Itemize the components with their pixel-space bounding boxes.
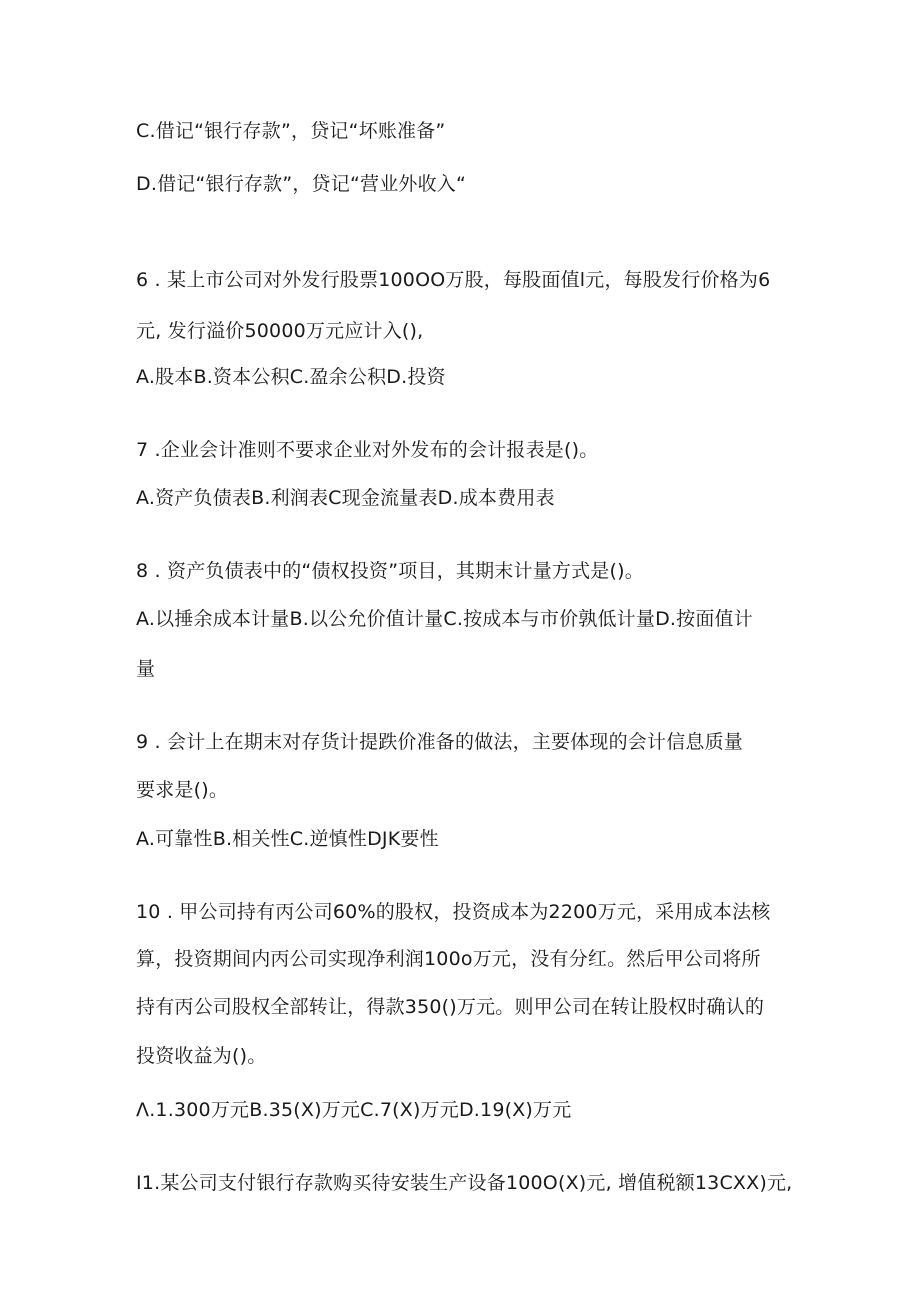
question-9-line-2: 要求是()。 (136, 779, 229, 801)
question-8-line: 8 . 资产负债表中的“债权投资”项目，其期末计量方式是()。 (136, 560, 644, 582)
option-d-line: D.借记“银行存款”，贷记“营业外收入“ (136, 173, 467, 195)
question-8-options-line-1: A.以捶余成本计量B.以公允价值计量C.按成本与市价孰低计量D.按面值计 (136, 608, 753, 630)
question-10-options: Λ.1.300万元B.35(X)万元C.7(X)万元D.19(X)万元 (136, 1099, 572, 1121)
question-9-options: A.可靠性B.相关性C.逆慎性DJK要性 (136, 828, 439, 850)
question-10-line-1: 10 . 甲公司持有丙公司60%的股权，投资成本为2200万元，采用成本法核 (136, 901, 771, 923)
question-10-line-4: 投资收益为()。 (136, 1045, 267, 1067)
question-8-options-line-2: 量 (136, 658, 156, 680)
question-11-line-1: I1.某公司支付银行存款购买待安装生产设备100O(X)元, 增值税额13CXX)元, (136, 1172, 793, 1194)
question-7-line: 7 .企业会计准则不要求企业对外发布的会计报表是()。 (136, 439, 599, 461)
question-6-line-1: 6 . 某上市公司对外发行股票100OO万股，每股面值l元，每股发行价格为6 (136, 269, 771, 291)
question-10-line-2: 算，投资期间内丙公司实现净利润100o万元，没有分红。然后甲公司将所 (136, 948, 761, 970)
question-9-line-1: 9 . 会计上在期末对存货计提跌价准备的做法，主要体现的会计信息质量 (136, 731, 744, 753)
question-7-options: A.资产负债表B.利润表C现金流量表D.成本费用表 (136, 487, 555, 509)
question-10-line-3: 持有丙公司股权全部转让，得款350()万元。则甲公司在转让股权时确认的 (136, 996, 765, 1018)
question-6-line-2: 元, 发行溢价50000万元应计入(), (136, 320, 424, 342)
option-c-line: C.借记“银行存款”，贷记“坏账准备” (136, 120, 446, 142)
question-6-options: A.股本B.资本公积C.盈余公积D.投资 (136, 366, 446, 388)
